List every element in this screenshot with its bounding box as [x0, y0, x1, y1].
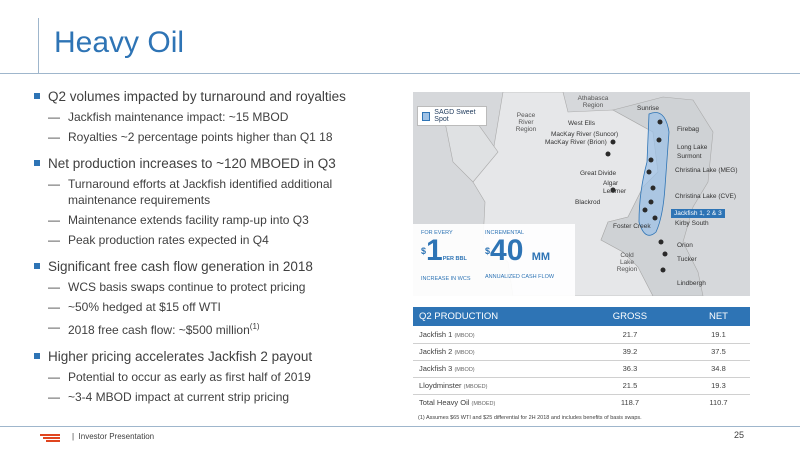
column-header: NET: [687, 307, 750, 326]
region-label: Cold Lake Region: [616, 252, 638, 273]
sub-bullet: — ~3-4 MBOD impact at current strip pricing: [48, 390, 290, 404]
asset-marker: [663, 252, 668, 257]
asset-marker: [651, 186, 656, 191]
asset-marker: [649, 200, 654, 205]
asset-label: Christina Lake (CVE): [675, 193, 737, 200]
sub-bullet: — Peak production rates expected in Q4: [48, 233, 269, 247]
incremental-cash-block: INCREMENTAL $40 MM ANNUALIZED CASH FLOW: [485, 230, 555, 280]
asset-label: Great Divide: [580, 170, 617, 177]
sub-bullet: — Potential to occur as early as first half of 2019: [48, 370, 311, 384]
bullet-volumes: Q2 volumes impacted by turnaround and royalties: [34, 88, 394, 105]
footnote-ref: (1): [249, 322, 260, 331]
title-divider: [0, 73, 800, 74]
jackfish-tag: Jackfish 1, 2 & 3: [671, 209, 725, 218]
asset-label: MacKay River (Brion): [545, 139, 607, 146]
page-title: Heavy Oil: [54, 26, 185, 59]
bullet-list: [34, 88, 394, 405]
asset-label: Long Lake: [677, 144, 708, 151]
sub-bullet: — Jackfish maintenance impact: ~15 MBOD: [48, 110, 289, 124]
asset-label: Foster Creek: [613, 223, 651, 230]
asset-label: Blackrod: [575, 199, 601, 206]
sub-bullet: — ~50% hedged at $15 off WTI: [48, 300, 221, 314]
bullet-free-cash-flow: Significant free cash flow generation in 2018: [34, 258, 394, 275]
oil-sands-map: [413, 92, 750, 296]
asset-marker: [657, 138, 662, 143]
asset-label: Firebag: [677, 126, 700, 133]
table-row: Jackfish 3 (MBOD) 36.3 34.8: [413, 360, 750, 377]
map-legend: SAGD Sweet Spot: [417, 106, 487, 126]
asset-label: Lindbergh: [677, 280, 706, 287]
table-total-row: Total Heavy Oil (MBOED) 118.7 110.7: [419, 398, 728, 408]
asset-marker: [643, 208, 648, 213]
asset-marker: [659, 240, 664, 245]
asset-label: MacKay River (Suncor): [551, 131, 619, 138]
sub-bullet: — 2018 free cash flow: ~$500 million$^{(1)}$: [48, 320, 260, 337]
cash-flow-callout: [413, 224, 575, 296]
table-row: Lloydminster (MBOED) 21.5 19.3: [413, 377, 750, 394]
asset-label: Sunrise: [637, 105, 660, 112]
cash-flow-value: 40: [490, 234, 524, 267]
asset-marker: [653, 216, 658, 221]
sub-bullet: — Royalties ~2 percentage points higher than Q1 18: [48, 130, 333, 144]
asset-marker: [661, 268, 666, 273]
asset-marker: [647, 170, 652, 175]
asset-label: Orion: [677, 242, 693, 249]
asset-label: Surmont: [677, 153, 702, 160]
asset-label: Tucker: [677, 256, 697, 263]
footer-label: | Investor Presentation: [72, 432, 155, 441]
asset-label: Christina Lake (MEG): [675, 167, 738, 174]
wcs-value: 1: [426, 234, 443, 267]
asset-label: Kirby South: [675, 220, 709, 227]
asset-label: West Ells: [568, 120, 595, 127]
footer-divider: [0, 426, 800, 427]
sub-bullet: — WCS basis swaps continue to protect pricing: [48, 280, 306, 294]
bullet-jackfish-payout: Higher pricing accelerates Jackfish 2 payout: [34, 348, 394, 365]
table-row: Jackfish 1 (MBOD) 21.7 19.1: [413, 326, 750, 343]
asset-marker: [649, 158, 654, 163]
asset-label: Algar: [603, 180, 619, 187]
table-footnote: (1) Assumes $65 WTI and $25 differential for 2H 2018 and includes benefits of basis swaps.: [418, 415, 642, 421]
asset-marker: [658, 120, 663, 125]
sub-bullet: — Maintenance extends facility ramp-up into Q3: [48, 213, 309, 227]
company-logo-icon: [40, 434, 60, 442]
region-label: Athabasca Region: [577, 95, 609, 109]
table-header-row: [413, 307, 750, 326]
sweet-spot-swatch: [422, 112, 430, 121]
asset-marker: [606, 152, 611, 157]
column-header: GROSS: [573, 307, 687, 326]
column-header: Q2 PRODUCTION: [413, 307, 573, 326]
production-table: [413, 307, 750, 411]
bullet-net-production: Net production increases to ~120 MBOED in Q3: [34, 155, 394, 172]
region-label: Peace River Region: [515, 112, 537, 133]
asset-marker: [611, 140, 616, 145]
asset-label: Leismer: [603, 188, 627, 195]
wcs-increase-block: FOR EVERY $1PER BBL INCREASE IN WCS: [421, 230, 471, 282]
page-number: 25: [734, 430, 745, 440]
sub-bullet: — Turnaround efforts at Jackfish identified additional maintenance requirements: [48, 177, 333, 207]
table-row: Jackfish 2 (MBOD) 39.2 37.5: [413, 343, 750, 360]
title-corner-line: [38, 18, 39, 74]
